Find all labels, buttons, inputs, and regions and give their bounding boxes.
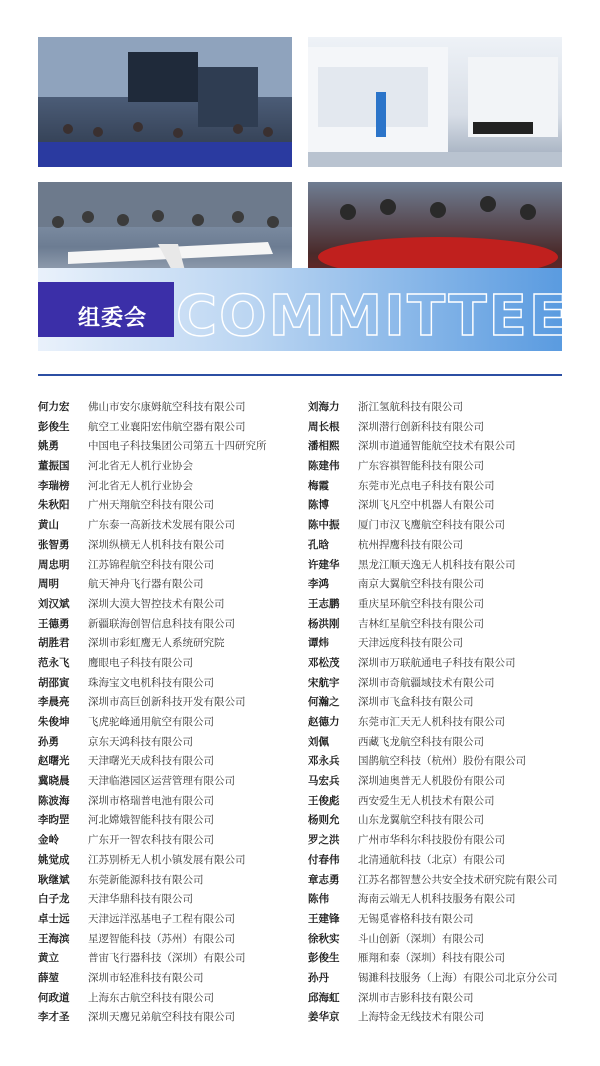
member-organization: 星逻智能科技（苏州）有限公司 <box>88 932 235 945</box>
member-name: 董振国 <box>38 460 70 473</box>
exhibition-hall-photo <box>38 37 292 167</box>
member-row <box>308 654 558 674</box>
member-row <box>308 713 558 733</box>
member-name: 何瀚之 <box>308 696 340 709</box>
member-organization: 海南云端无人机科技服务有限公司 <box>358 893 516 906</box>
member-row <box>308 418 558 438</box>
committee-banner <box>38 268 570 351</box>
member-name: 陈伟 <box>308 893 329 906</box>
member-row <box>38 752 267 772</box>
member-name: 杨则允 <box>308 814 340 827</box>
member-organization: 飞虎驼峰通用航空有限公司 <box>88 716 214 728</box>
member-row <box>308 457 558 477</box>
member-organization: 河北嫦娥智能科技有限公司 <box>88 814 214 827</box>
member-name: 王志鹏 <box>308 597 340 610</box>
member-organization: 鹰眼电子科技有限公司 <box>88 656 193 669</box>
member-row <box>38 477 267 497</box>
member-name: 彭俊生 <box>38 420 70 433</box>
member-name: 刘佩 <box>308 735 329 748</box>
member-organization: 中国电子科技集团公司第五十四研究所 <box>88 440 267 453</box>
member-name: 谭炜 <box>308 637 329 650</box>
member-list-right <box>308 398 558 1028</box>
member-name: 何政道 <box>38 991 70 1004</box>
member-organization: 江苏锦程航空科技有限公司 <box>88 558 214 571</box>
member-name: 周忠明 <box>38 558 70 571</box>
member-name: 付春伟 <box>308 853 340 866</box>
member-row <box>38 890 267 910</box>
member-organization: 上海东古航空科技有限公司 <box>88 991 214 1004</box>
member-row <box>308 516 558 536</box>
member-organization: 江苏名都智慧公共安全技术研究院有限公司 <box>358 873 558 886</box>
member-organization: 深圳大漠大智控技术有限公司 <box>88 597 225 610</box>
member-organization: 航空工业襄阳宏伟航空器有限公司 <box>88 420 246 433</box>
member-organization: 广东开一智农科技有限公司 <box>88 834 214 847</box>
member-row <box>38 575 267 595</box>
member-row <box>308 733 558 753</box>
member-organization: 广东容祺智能科技有限公司 <box>358 460 484 473</box>
member-row <box>38 595 267 615</box>
member-name: 姚觉成 <box>38 853 70 866</box>
member-name: 邓永兵 <box>308 755 340 768</box>
member-row <box>38 516 267 536</box>
member-organization: 杭州捍鹰科技有限公司 <box>358 538 463 551</box>
member-row <box>308 674 558 694</box>
member-row <box>308 634 558 654</box>
member-row <box>38 457 267 477</box>
member-name: 杨洪刚 <box>308 617 340 630</box>
member-row <box>308 772 558 792</box>
member-name: 黄立 <box>38 952 59 965</box>
member-organization: 吉林红星航空科技有限公司 <box>358 617 484 630</box>
member-organization: 西安爱生无人机技术有限公司 <box>358 794 495 807</box>
member-name: 王海滨 <box>38 932 70 945</box>
member-row <box>308 949 558 969</box>
member-name: 胡胜君 <box>38 637 70 650</box>
member-organization: 深圳市道通智能航空技术有限公司 <box>358 440 516 453</box>
member-row <box>38 851 267 871</box>
member-name: 范永飞 <box>38 656 70 669</box>
member-organization: 斗山创新（深圳）有限公司 <box>358 932 484 945</box>
member-row <box>38 831 267 851</box>
member-organization: 厦门市汉飞鹰航空科技有限公司 <box>358 519 505 532</box>
member-row <box>38 634 267 654</box>
member-name: 薛堃 <box>38 971 59 984</box>
member-row <box>308 871 558 891</box>
member-name: 许建华 <box>308 558 340 571</box>
member-organization: 山东龙翼航空科技有限公司 <box>358 814 484 827</box>
member-row <box>38 1008 267 1028</box>
member-row <box>308 437 558 457</box>
member-name: 赵曙光 <box>38 755 70 768</box>
member-organization: 深圳纵横无人机科技有限公司 <box>88 538 225 551</box>
member-row <box>308 595 558 615</box>
member-row <box>308 1008 558 1028</box>
member-name: 朱俊坤 <box>38 716 70 728</box>
member-row <box>308 930 558 950</box>
member-name: 黄山 <box>38 519 59 532</box>
member-row <box>38 910 267 930</box>
member-row <box>308 536 558 556</box>
member-name: 陈中振 <box>308 519 340 532</box>
member-name: 金岭 <box>38 834 59 847</box>
member-row <box>308 890 558 910</box>
member-row <box>308 496 558 516</box>
member-row <box>308 752 558 772</box>
member-name: 孙丹 <box>308 971 329 984</box>
member-name: 张智勇 <box>38 538 70 551</box>
member-row <box>38 496 267 516</box>
member-row <box>308 811 558 831</box>
member-name: 刘海力 <box>308 401 340 413</box>
member-row <box>308 575 558 595</box>
member-organization: 深圳市轻准科技有限公司 <box>88 971 204 984</box>
member-row <box>38 811 267 831</box>
member-name: 耿继斌 <box>38 873 70 886</box>
member-name: 宋航宇 <box>308 676 340 689</box>
member-name: 彭俊生 <box>308 952 340 965</box>
member-organization: 雁翔和泰（深圳）科技有限公司 <box>358 952 505 965</box>
member-organization: 浙江氢航科技有限公司 <box>358 401 463 413</box>
banner-english-title: COMMITTEE <box>176 284 570 349</box>
member-organization: 黑龙江顺天逸无人机科技有限公司 <box>358 558 516 571</box>
member-organization: 航天神舟飞行器有限公司 <box>88 578 204 591</box>
member-name: 周长根 <box>308 420 340 433</box>
member-organization: 天津临港园区运营管理有限公司 <box>88 775 235 788</box>
member-organization: 深圳市奇航疆域技术有限公司 <box>358 676 495 689</box>
member-organization: 东莞新能源科技有限公司 <box>88 873 204 886</box>
member-name: 胡邵寅 <box>38 676 70 689</box>
member-row <box>38 930 267 950</box>
member-name: 陈博 <box>308 499 329 512</box>
member-organization: 广东泰一高新技术发展有限公司 <box>88 519 235 532</box>
member-list-left <box>38 398 267 1028</box>
member-organization: 国鹊航空科技（杭州）股份有限公司 <box>358 755 526 768</box>
member-organization: 北清通航科技（北京）有限公司 <box>358 853 505 866</box>
member-row <box>38 418 267 438</box>
member-organization: 深圳市格瑞普电池有限公司 <box>88 794 214 807</box>
member-organization: 深圳飞凡空中机器人有限公司 <box>358 499 495 512</box>
member-organization: 京东天鸿科技有限公司 <box>88 735 193 748</box>
member-row <box>38 398 267 418</box>
member-organization: 天津远洋泓基电子工程有限公司 <box>88 912 235 925</box>
member-row <box>38 949 267 969</box>
member-name: 陈波海 <box>38 794 70 807</box>
member-organization: 珠海宝文电机科技有限公司 <box>88 676 214 689</box>
member-row <box>38 654 267 674</box>
member-name: 李昀罡 <box>38 814 70 827</box>
member-name: 李晨亮 <box>38 696 70 709</box>
member-row <box>308 989 558 1009</box>
member-row <box>38 536 267 556</box>
member-name: 赵德力 <box>308 716 340 728</box>
member-name: 姜华京 <box>308 1011 340 1024</box>
exhibition-booth-photo <box>308 37 562 167</box>
member-name: 李才圣 <box>38 1011 70 1024</box>
member-name: 梅霞 <box>308 479 329 492</box>
member-organization: 河北省无人机行业协会 <box>88 460 193 473</box>
member-organization: 深圳市彩虹鹰无人系统研究院 <box>88 637 225 650</box>
member-organization: 新疆联海创智信息科技有限公司 <box>88 617 235 630</box>
member-row <box>38 693 267 713</box>
member-name: 周明 <box>38 578 59 591</box>
member-organization: 深圳天鹰兄弟航空科技有限公司 <box>88 1011 235 1024</box>
member-organization: 无锡觅睿格科技有限公司 <box>358 912 474 925</box>
member-name: 刘汉斌 <box>38 597 70 610</box>
member-organization: 深圳迪奥普无人机股份有限公司 <box>358 775 505 788</box>
member-organization: 广州天翔航空科技有限公司 <box>88 499 214 512</box>
member-row <box>38 556 267 576</box>
member-organization: 河北省无人机行业协会 <box>88 479 193 492</box>
member-name: 朱秋阳 <box>38 499 70 512</box>
member-organization: 锡濉科技服务（上海）有限公司北京分公司 <box>358 971 558 984</box>
banner-title: 组委会 <box>78 306 148 331</box>
member-row <box>38 713 267 733</box>
member-name: 潘相熙 <box>308 440 340 453</box>
member-name: 白子龙 <box>38 893 70 906</box>
member-row <box>38 615 267 635</box>
member-name: 卓士远 <box>38 912 70 925</box>
member-name: 马宏兵 <box>308 775 340 788</box>
divider-line <box>38 374 562 376</box>
member-organization: 天津远度科技有限公司 <box>358 637 463 650</box>
member-row <box>308 556 558 576</box>
member-row <box>308 910 558 930</box>
member-name: 陈建伟 <box>308 460 340 473</box>
member-organization: 天津华鼎科技有限公司 <box>88 893 193 906</box>
member-organization: 上海特金无线技术有限公司 <box>358 1011 484 1024</box>
member-organization: 深圳市飞盒科技有限公司 <box>358 696 474 709</box>
member-organization: 深圳市吉影科技有限公司 <box>358 991 474 1004</box>
member-name: 孙勇 <box>38 735 59 748</box>
member-organization: 深圳市高巨创新科技开发有限公司 <box>88 696 246 709</box>
member-row <box>308 831 558 851</box>
member-organization: 南京大翼航空科技有限公司 <box>358 578 484 591</box>
member-name: 姚勇 <box>38 440 59 453</box>
member-row <box>38 674 267 694</box>
member-row <box>38 871 267 891</box>
member-row <box>308 969 558 989</box>
member-row <box>38 969 267 989</box>
member-organization: 深圳潜行创新科技有限公司 <box>358 420 484 433</box>
member-name: 罗之洪 <box>308 834 340 847</box>
member-organization: 普宙飞行器科技（深圳）有限公司 <box>88 952 246 965</box>
member-row <box>38 989 267 1009</box>
member-name: 章志勇 <box>308 873 340 886</box>
member-row <box>308 851 558 871</box>
member-name: 何力宏 <box>38 401 70 413</box>
member-name: 王俊彪 <box>308 794 340 807</box>
member-row <box>308 477 558 497</box>
member-row <box>38 792 267 812</box>
member-name: 冀晓晨 <box>38 775 70 788</box>
member-organization: 东莞市汇天无人机科技有限公司 <box>358 716 505 728</box>
member-organization: 天津曙光天成科技有限公司 <box>88 755 214 768</box>
member-organization: 东莞市光点电子科技有限公司 <box>358 479 495 492</box>
member-row <box>308 398 558 418</box>
member-row <box>38 772 267 792</box>
member-organization: 江苏别桥无人机小镇发展有限公司 <box>88 853 246 866</box>
member-organization: 重庆星环航空科技有限公司 <box>358 597 484 610</box>
member-row <box>38 437 267 457</box>
member-name: 邓松茂 <box>308 656 340 669</box>
member-organization: 西藏飞龙航空科技有限公司 <box>358 735 484 748</box>
member-name: 孔晗 <box>308 538 329 551</box>
member-name: 徐秋实 <box>308 932 340 945</box>
member-name: 李鸿 <box>308 578 329 591</box>
member-row <box>308 792 558 812</box>
member-name: 王德勇 <box>38 617 70 630</box>
member-organization: 深圳市万联航通电子科技有限公司 <box>358 656 516 669</box>
member-name: 邱海虹 <box>308 991 340 1004</box>
member-row <box>308 615 558 635</box>
member-row <box>308 693 558 713</box>
member-organization: 广州市华科尔科技股份有限公司 <box>358 834 505 847</box>
member-row <box>38 733 267 753</box>
member-name: 王建锋 <box>308 912 340 925</box>
member-organization: 佛山市安尔康姆航空科技有限公司 <box>88 401 246 413</box>
member-name: 李瑞榜 <box>38 479 70 492</box>
